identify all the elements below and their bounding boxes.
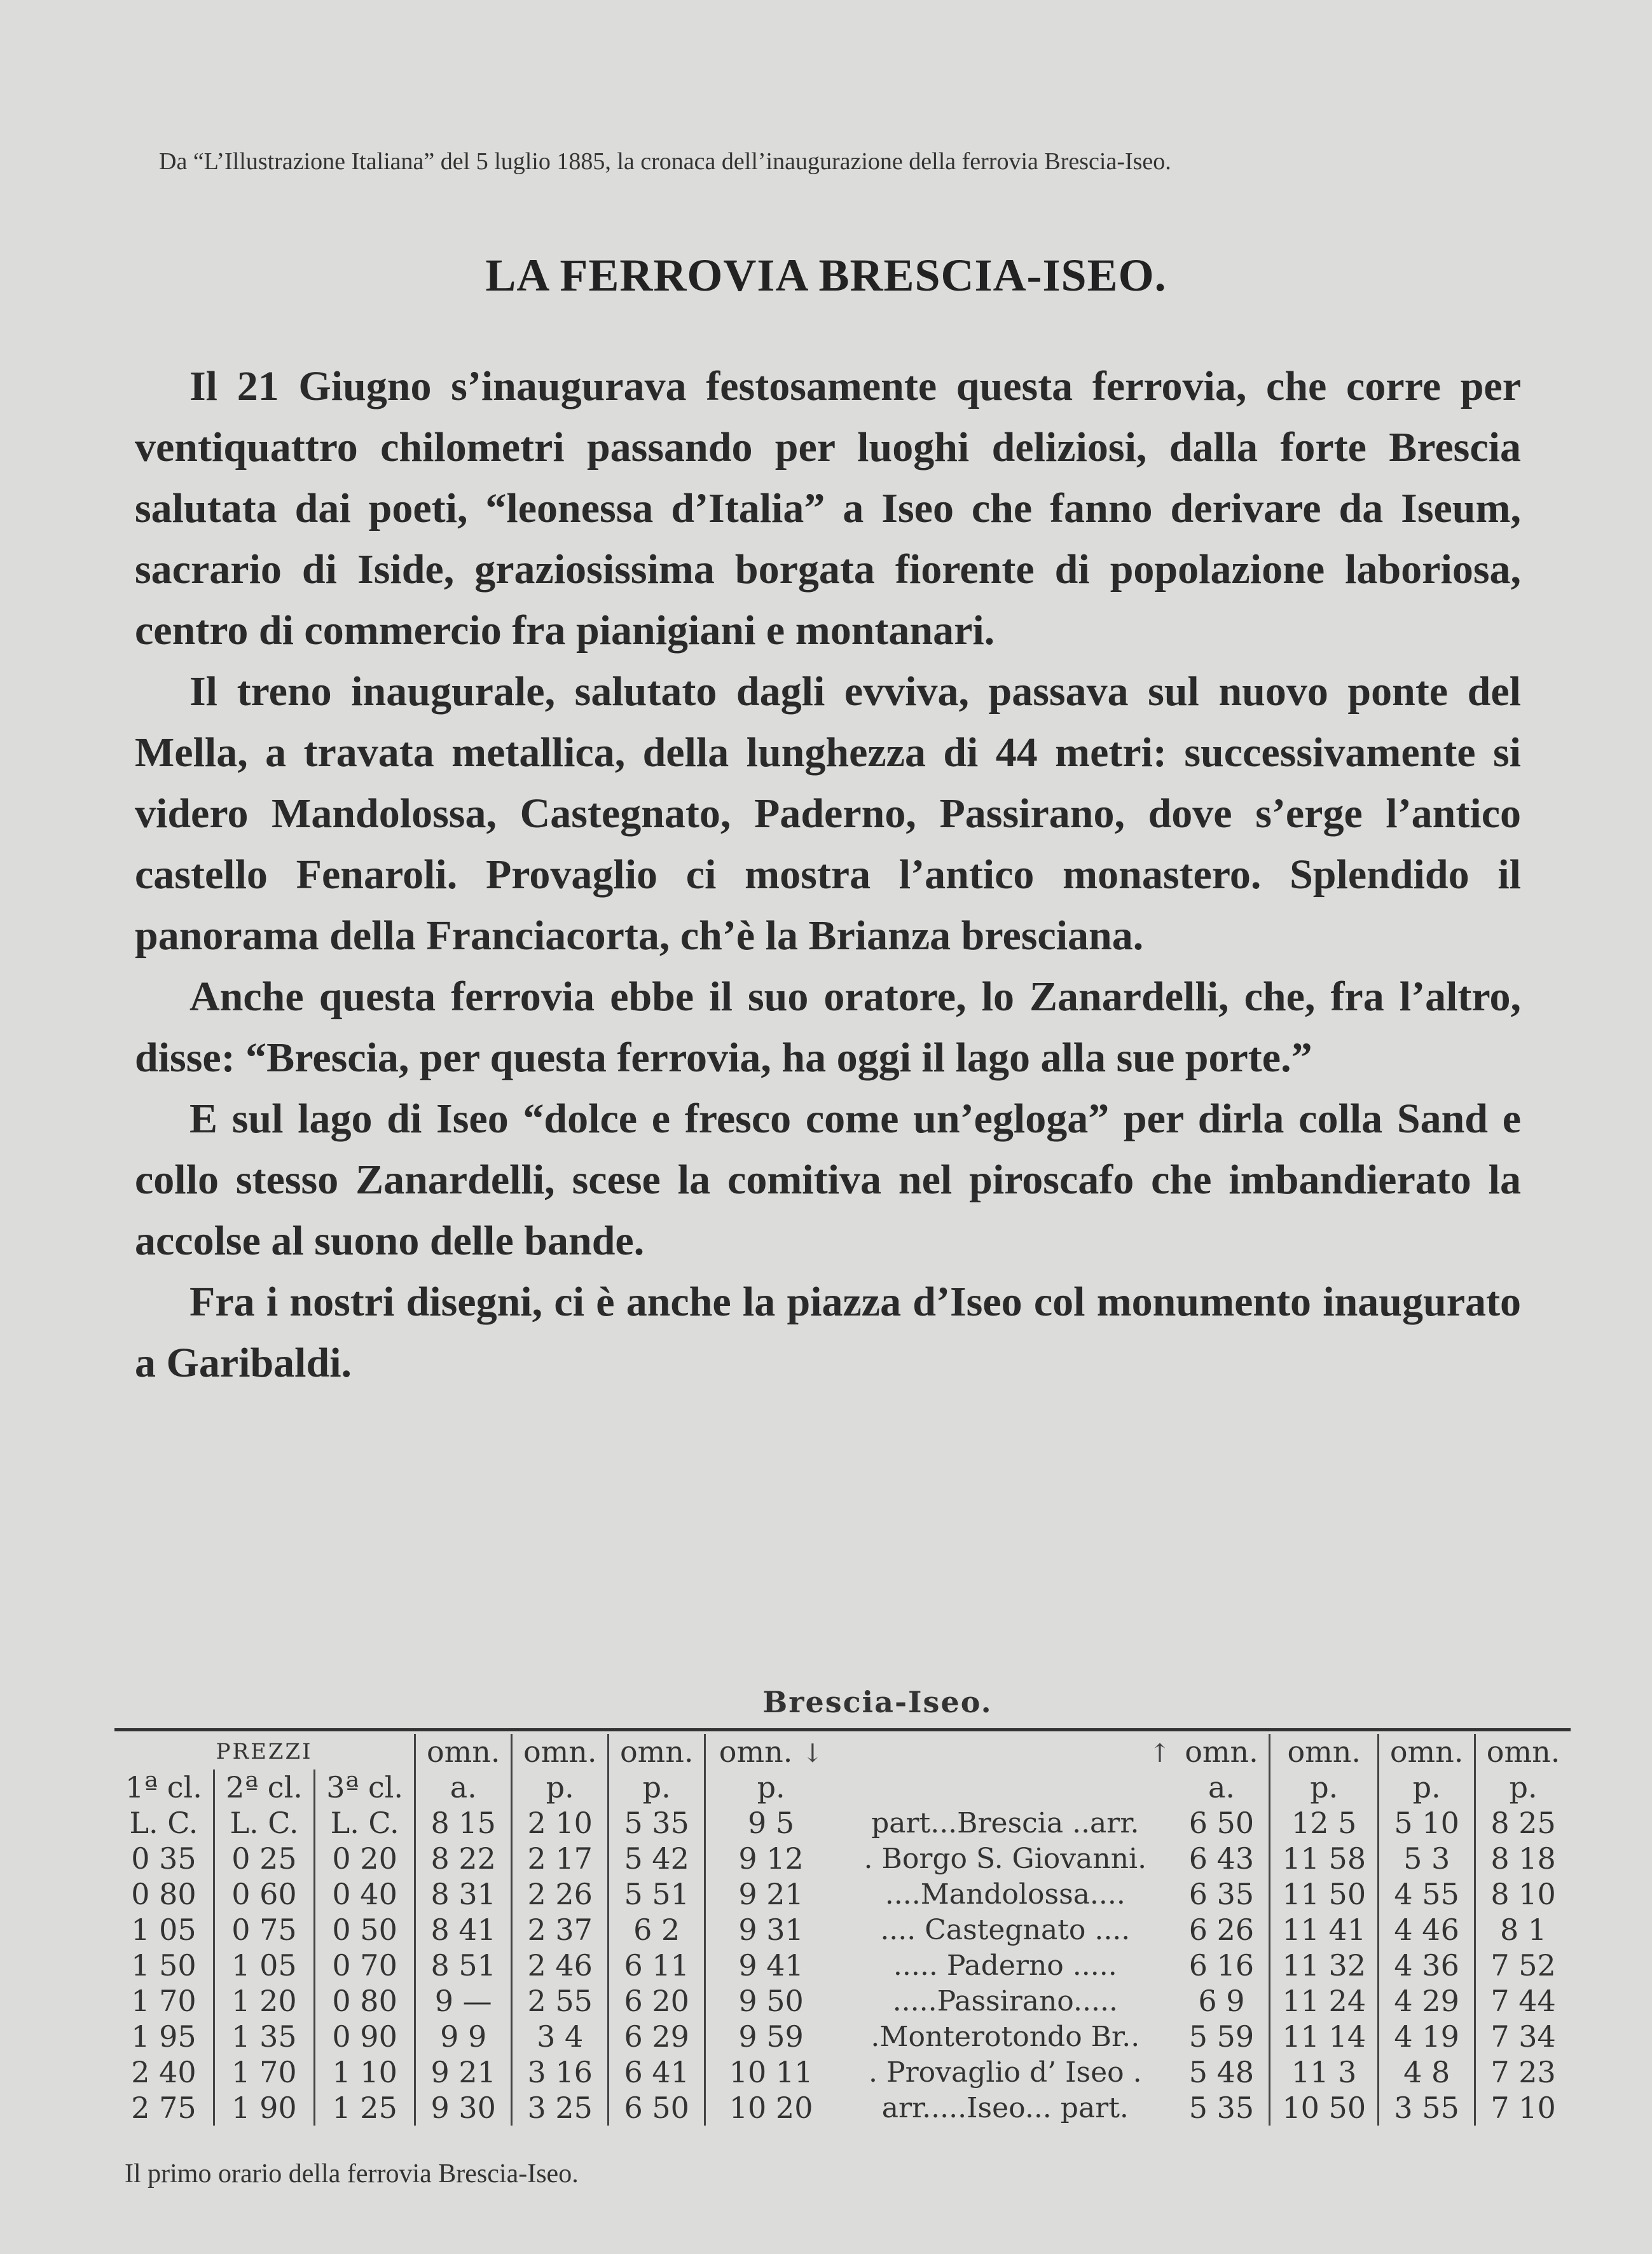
train-period-left-4: p. (705, 1770, 836, 1805)
table-row-5-time-1: 9 — (415, 1983, 512, 2019)
table-row-0-time-3: 5 35 (609, 1805, 705, 1841)
table-row-6-price-1: 1 95 (131, 2019, 196, 2054)
table-row-2-return-2: 11 50 (1270, 1876, 1379, 1912)
table-row-5-time-3: 6 20 (609, 1983, 705, 2019)
table-row-4-time-2: 2 46 (512, 1948, 609, 1983)
table-row-4-return-1: 6 16 (1188, 1948, 1255, 1983)
table-row-3-return-4: 8 1 (1475, 1912, 1571, 1948)
table-row-2-return-3: 4 55 (1379, 1876, 1475, 1912)
table-row-3-price-1: 1 05 (131, 1913, 196, 1947)
article-paragraph-1: Il 21 Giugno s’inaugurava festosamente questa ferrovia, che corre per ventiquattro chilometri passando per luoghi deliziosi, dalla forte Brescia salutata dai poeti, “leonessa d’Italia” a Iseo che fanno derivare da Iseum, sacrario di Iside, graziosissima borgata fiorente di popolazione laboriosa, centro di commercio fra pianigiani e montanari. (135, 363, 1521, 654)
table-row-4-price-2: 1 05 (214, 1948, 314, 1983)
table-row-3-station: .... Castegnato .... (880, 1913, 1131, 1946)
currency-header-1: L. C. (129, 1806, 198, 1840)
table-row (114, 2090, 1571, 2126)
table-row-1-return-3: 5 3 (1379, 1841, 1475, 1876)
table-row-6-time-1: 9 9 (415, 2019, 512, 2054)
train-type-left-3: omn. (609, 1734, 705, 1770)
class-header-3: 3ª cl. (315, 1770, 415, 1805)
timetable-caption: Il primo orario della ferrovia Brescia-Iseo. (125, 2159, 579, 2189)
table-row-8-price-1: 2 75 (131, 2091, 196, 2125)
table-row-0-return-4: 8 25 (1475, 1805, 1571, 1841)
table-row-4-time-4: 9 41 (705, 1948, 836, 1983)
table-row-7-time-2: 3 16 (512, 2054, 609, 2090)
table-row-6-station: .Monterotondo Br.. (871, 2020, 1140, 2053)
table-row-0-time-2: 2 10 (512, 1805, 609, 1841)
table-row (114, 1983, 1571, 2019)
train-type-left-2: omn. (512, 1734, 609, 1770)
timetable-top-rule (114, 1728, 1571, 1731)
table-row-8-price-2: 1 90 (214, 2090, 314, 2126)
table-row-7-time-1: 9 21 (415, 2054, 512, 2090)
table-row-4-station: ..... Paderno ..... (893, 1949, 1117, 1982)
source-caption: Da “L’Illustrazione Italiana” del 5 luglio 1885, la cronaca dell’inaugurazione della ferrovia Brescia-Iseo. (159, 148, 1171, 175)
table-row-5-price-3: 0 80 (315, 1983, 415, 2019)
table-row-3-return-3: 4 46 (1379, 1912, 1475, 1948)
table-row-6-price-2: 1 35 (214, 2019, 314, 2054)
table-row-8-return-4: 7 10 (1475, 2090, 1571, 2126)
table-row-5-return-1: 6 9 (1198, 1984, 1245, 2018)
class-header-1: 1ª cl. (125, 1770, 202, 1804)
table-row-5-price-1: 1 70 (131, 1984, 196, 2018)
table-row-1-time-3: 5 42 (609, 1841, 705, 1876)
table-row-1-return-1: 6 43 (1188, 1841, 1255, 1876)
table-row-1-return-4: 8 18 (1475, 1841, 1571, 1876)
table-row-4-return-4: 7 52 (1475, 1948, 1571, 1983)
table-row-2-station: ....Mandolossa.... (885, 1878, 1125, 1911)
currency-header-2: L. C. (214, 1805, 314, 1841)
table-row-7-station: . Provaglio d’ Iseo . (869, 2056, 1142, 2089)
table-row-6-return-3: 4 19 (1379, 2019, 1475, 2054)
train-period-right-1: a. (1208, 1770, 1235, 1804)
table-row-1-time-1: 8 22 (415, 1841, 512, 1876)
table-row-7-time-3: 6 41 (609, 2054, 705, 2090)
train-type-left-4 (705, 1734, 836, 1770)
table-row-6-return-1: 5 59 (1188, 2019, 1255, 2054)
table-row-5-time-2: 2 55 (512, 1983, 609, 2019)
train-type-left-4-label: omn. (719, 1735, 793, 1769)
table-row-7-time-4: 10 11 (705, 2054, 836, 2090)
table-row-0-return-2: 12 5 (1270, 1805, 1379, 1841)
table-row-4-price-1: 1 50 (131, 1948, 196, 1983)
train-type-right-2: omn. (1270, 1734, 1379, 1770)
train-period-right-2: p. (1270, 1770, 1379, 1805)
table-row-2-price-3: 0 40 (315, 1876, 415, 1912)
table-row-5-price-2: 1 20 (214, 1983, 314, 2019)
arrow-down-icon: ↓ (801, 1739, 823, 1768)
prezzi-label: PREZZI (216, 1739, 313, 1764)
table-row-8-time-2: 3 25 (512, 2090, 609, 2126)
table-row-5-time-4: 9 50 (705, 1983, 836, 2019)
train-period-left-1: a. (415, 1770, 512, 1805)
table-row-6-price-3: 0 90 (315, 2019, 415, 2054)
table-row-5-return-2: 11 24 (1270, 1983, 1379, 2019)
table-row-4-price-3: 0 70 (315, 1948, 415, 1983)
article-paragraph-3: Anche questa ferrovia ebbe il suo oratore, lo Zanardelli, che, fra l’altro, disse: “Brescia, per questa ferrovia, ha oggi il lago alla sue porte.” (135, 973, 1521, 1081)
table-row (114, 2019, 1571, 2054)
table-row-3-price-3: 0 50 (315, 1912, 415, 1948)
timetable-header-row-3 (114, 1805, 1571, 1841)
timetable-header-row-2 (114, 1770, 1571, 1805)
table-row-7-return-1: 5 48 (1188, 2055, 1255, 2089)
train-period-right-4: p. (1475, 1770, 1571, 1805)
timetable (114, 1685, 1571, 2126)
table-row-5-return-4: 7 44 (1475, 1983, 1571, 2019)
currency-header-3: L. C. (315, 1805, 415, 1841)
table-row (114, 2054, 1571, 2090)
article-paragraph-2: Il treno inaugurale, salutato dagli evviva, passava sul nuovo ponte del Mella, a travata metallica, della lunghezza di 44 metri: successivamente si videro Mandolossa, Castegnato, Paderno, Passirano, dove s’erge l’antico castello Fenaroli. Provaglio ci mostra l’antico monastero. Splendido il panorama della Franciacorta, ch’è la Brianza bresciana. (135, 668, 1521, 959)
table-row-8-time-4: 10 20 (705, 2090, 836, 2126)
article-paragraph-5: Fra i nostri disegni, ci è anche la piazza d’Iseo col monumento inaugurato a Garibaldi. (135, 1279, 1521, 1386)
table-row-6-return-2: 11 14 (1270, 2019, 1379, 2054)
timetable-body (114, 1841, 1571, 2126)
timetable-title: Brescia-Iseo. (762, 1685, 993, 1719)
arrow-up-icon: ↑ (1149, 1739, 1171, 1768)
table-row-4-time-3: 6 11 (609, 1948, 705, 1983)
class-header-2: 2ª cl. (214, 1770, 314, 1805)
table-row-8-station: arr.....Iseo... part. (881, 2091, 1129, 2124)
article-headline: LA FERROVIA BRESCIA-ISEO. (485, 250, 1167, 301)
table-row-7-return-4: 7 23 (1475, 2054, 1571, 2090)
train-period-right-3: p. (1379, 1770, 1475, 1805)
table-row-2-return-1: 6 35 (1188, 1877, 1255, 1911)
table-row-4-return-3: 4 36 (1379, 1948, 1475, 1983)
table-row-2-return-4: 8 10 (1475, 1876, 1571, 1912)
train-type-right-1: omn. (1185, 1735, 1258, 1769)
table-row (114, 1948, 1571, 1983)
train-period-left-2: p. (512, 1770, 609, 1805)
table-row-8-time-1: 9 30 (415, 2090, 512, 2126)
table-row-8-price-3: 1 25 (315, 2090, 415, 2126)
table-row-6-time-4: 9 59 (705, 2019, 836, 2054)
table-row-2-price-2: 0 60 (214, 1876, 314, 1912)
table-row-2-price-1: 0 80 (131, 1877, 196, 1911)
article-body (135, 356, 1521, 1394)
table-row-7-return-2: 11 3 (1270, 2054, 1379, 2090)
table-row-3-time-1: 8 41 (415, 1912, 512, 1948)
train-type-right-3: omn. (1379, 1734, 1475, 1770)
table-row-1-price-1: 0 35 (131, 1841, 196, 1876)
table-row-2-time-2: 2 26 (512, 1876, 609, 1912)
table-row-1-time-4: 9 12 (705, 1841, 836, 1876)
table-row-1-station: . Borgo S. Giovanni. (864, 1842, 1147, 1875)
table-row-4-time-1: 8 51 (415, 1948, 512, 1983)
table-row-5-return-3: 4 29 (1379, 1983, 1475, 2019)
article-paragraph-4: E sul lago di Iseo “dolce e fresco come un’egloga” per dirla colla Sand e collo stesso Zanardelli, scese la comitiva nel piroscafo che imbandierato la accolse al suono delle bande. (135, 1096, 1521, 1264)
table-row-8-return-3: 3 55 (1379, 2090, 1475, 2126)
table-row-1-price-2: 0 25 (214, 1841, 314, 1876)
table-row-6-time-3: 6 29 (609, 2019, 705, 2054)
table-row-8-return-1: 5 35 (1188, 2091, 1255, 2125)
train-period-left-3: p. (609, 1770, 705, 1805)
table-row (114, 1912, 1571, 1948)
table-row-2-time-4: 9 21 (705, 1876, 836, 1912)
table-row-6-time-2: 3 4 (512, 2019, 609, 2054)
train-type-left-1: omn. (415, 1734, 512, 1770)
table-row-7-price-3: 1 10 (315, 2054, 415, 2090)
table-row-3-return-1: 6 26 (1188, 1913, 1255, 1947)
table-row-4-return-2: 11 32 (1270, 1948, 1379, 1983)
table-row-2-time-3: 5 51 (609, 1876, 705, 1912)
table-row-0-return-1: 6 50 (1188, 1806, 1255, 1840)
table-row (114, 1876, 1571, 1912)
table-row-1-price-3: 0 20 (315, 1841, 415, 1876)
table-row-3-price-2: 0 75 (214, 1912, 314, 1948)
table-row-8-return-2: 10 50 (1270, 2090, 1379, 2126)
table-row-7-price-2: 1 70 (214, 2054, 314, 2090)
table-row-0-station: part...Brescia ..arr. (871, 1806, 1139, 1839)
table-row-5-station: .....Passirano..... (892, 1984, 1118, 2017)
timetable-table (114, 1734, 1571, 2126)
table-row-3-return-2: 11 41 (1270, 1912, 1379, 1948)
table-row-8-time-3: 6 50 (609, 2090, 705, 2126)
station-header-spacer (836, 1770, 1174, 1805)
table-row-7-return-3: 4 8 (1379, 2054, 1475, 2090)
table-row (114, 1841, 1571, 1876)
train-type-right-4: omn. (1475, 1734, 1571, 1770)
table-row-0-time-1: 8 15 (415, 1805, 512, 1841)
table-row-7-price-1: 2 40 (131, 2055, 196, 2089)
table-row-0-time-4: 9 5 (705, 1805, 836, 1841)
table-row-1-time-2: 2 17 (512, 1841, 609, 1876)
table-row-0-return-3: 5 10 (1379, 1805, 1475, 1841)
table-row-3-time-3: 6 2 (609, 1912, 705, 1948)
table-row-6-return-4: 7 34 (1475, 2019, 1571, 2054)
arrow-up-header (836, 1734, 1174, 1770)
table-row-2-time-1: 8 31 (415, 1876, 512, 1912)
table-row-1-return-2: 11 58 (1270, 1841, 1379, 1876)
table-row-3-time-4: 9 31 (705, 1912, 836, 1948)
table-row-3-time-2: 2 37 (512, 1912, 609, 1948)
timetable-header-row-1 (114, 1734, 1571, 1770)
